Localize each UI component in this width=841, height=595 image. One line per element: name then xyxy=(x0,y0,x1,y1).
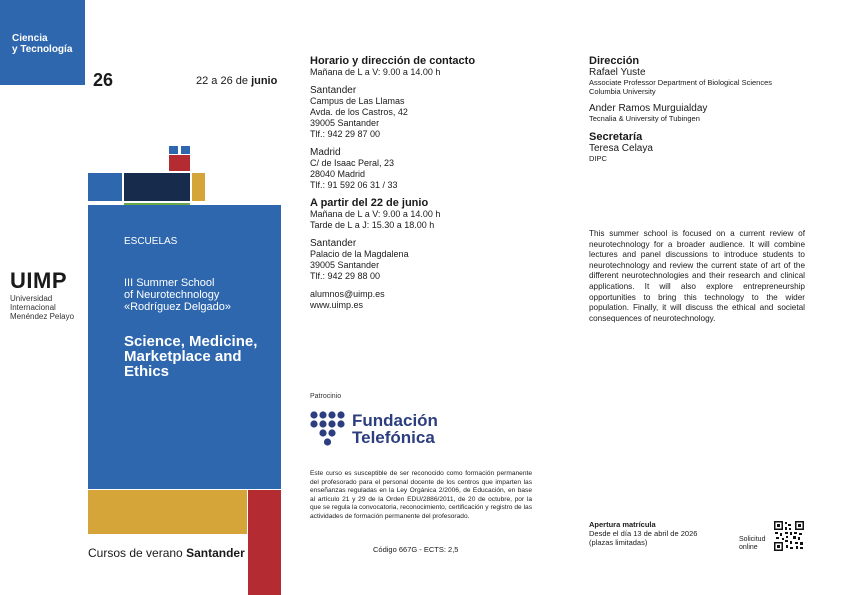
deco-square xyxy=(192,173,205,201)
deco-square xyxy=(169,146,178,154)
deco-square xyxy=(169,155,190,171)
address-magdalena: Santander Palacio de la Magdalena 39005 Santander Tlf.: 942 29 88 00 xyxy=(310,238,409,281)
registration-info: Apertura matrícula Desde el día 13 de abril de 2026 (plazas limitadas) xyxy=(589,520,698,547)
apply-online-label[interactable]: Solicitud online xyxy=(739,536,766,551)
area-label: Ciencia y Tecnología xyxy=(12,33,73,55)
secretary-entry: Teresa Celaya DIPC xyxy=(589,143,653,163)
from-date-heading: A partir del 22 de junio xyxy=(310,197,429,209)
deco-block-yellow xyxy=(88,490,247,534)
contact-hours: Mañana de L a V: 9.00 a 14.00 h xyxy=(310,67,441,77)
school-name: III Summer School of Neurotechnology «Rodríguez Delgado» xyxy=(124,277,232,313)
address-madrid: Madrid C/ de Isaac Peral, 23 28040 Madrid Tlf.: 91 592 06 31 / 33 xyxy=(310,147,398,190)
course-number: 26 xyxy=(93,70,114,90)
uimp-full-name: Universidad Internacional Menéndez Pelayo xyxy=(10,294,75,321)
contact-web[interactable]: www.uimp.es xyxy=(310,300,364,310)
fundacion-telefonica-logo-icon xyxy=(310,411,346,447)
deco-square xyxy=(88,173,122,201)
deco-square xyxy=(124,173,190,201)
contact-section xyxy=(310,56,570,311)
sponsor-name: Fundación Telefónica xyxy=(352,411,438,447)
course-summary: This summer school is focused on a current review of neurotechnology for a broader audience. It will combine lectures and panel discussions to introduce students to neurotechnology and review the current state of art of the different neurotechnologies and their research and clinical applications. It will also explore entrepreneurship opportunities to bring this technology to the wider population. Finally, it will discuss the ethical and societal consequences of neurotechnology. xyxy=(589,229,805,323)
contact-heading: Horario y dirección de contacto xyxy=(310,55,476,67)
deco-square xyxy=(181,146,190,154)
secretary-heading: Secretaría xyxy=(589,131,643,143)
legal-notice: Este curso es susceptible de ser reconocido como formación permanente del profesorado para el personal docente de los centros que imparten las enseñanzas reguladas en la Ley Orgánica 2/2006, de Educación, en base al artículo 21 y 29 de la Orden EDU/2886/2011, de 20 de octubre, por la que se regula la convocatoria, reconocimiento, certificación y registro de las actividades de formación permanente del profesorado. xyxy=(310,470,532,520)
direction-section xyxy=(589,56,809,163)
cover-footer: Cursos de verano Santander xyxy=(88,546,245,560)
sponsor-label: Patrocinio xyxy=(310,393,342,400)
direction-heading: Dirección xyxy=(589,55,640,67)
from-date-hours: Mañana de L a V: 9.00 a 14.00 h Tarde de L a J: 15.30 a 18.00 h xyxy=(310,209,441,230)
course-dates: 22 a 26 de junio xyxy=(196,75,278,87)
course-subject: Science, Medicine, Marketplace and Ethics xyxy=(124,333,258,380)
uimp-logo: UIMP xyxy=(10,268,67,293)
category-label: ESCUELAS xyxy=(124,236,178,247)
course-code: Código 667G - ECTS: 2,5 xyxy=(373,545,459,554)
director-entry: Ander Ramos Murguialday Tecnalia & University of Tubingen xyxy=(589,103,708,123)
address-santander: Santander Campus de Las Llamas Avda. de los Castros, 42 39005 Santander Tlf.: 942 29 87 00 xyxy=(310,85,408,139)
deco-block-red xyxy=(248,490,281,595)
qr-code-icon[interactable] xyxy=(774,521,804,551)
contact-email[interactable]: alumnos@uimp.es xyxy=(310,289,385,299)
director-entry: Rafael Yuste Associate Professor Department of Biological Sciences Columbia University xyxy=(589,67,773,96)
